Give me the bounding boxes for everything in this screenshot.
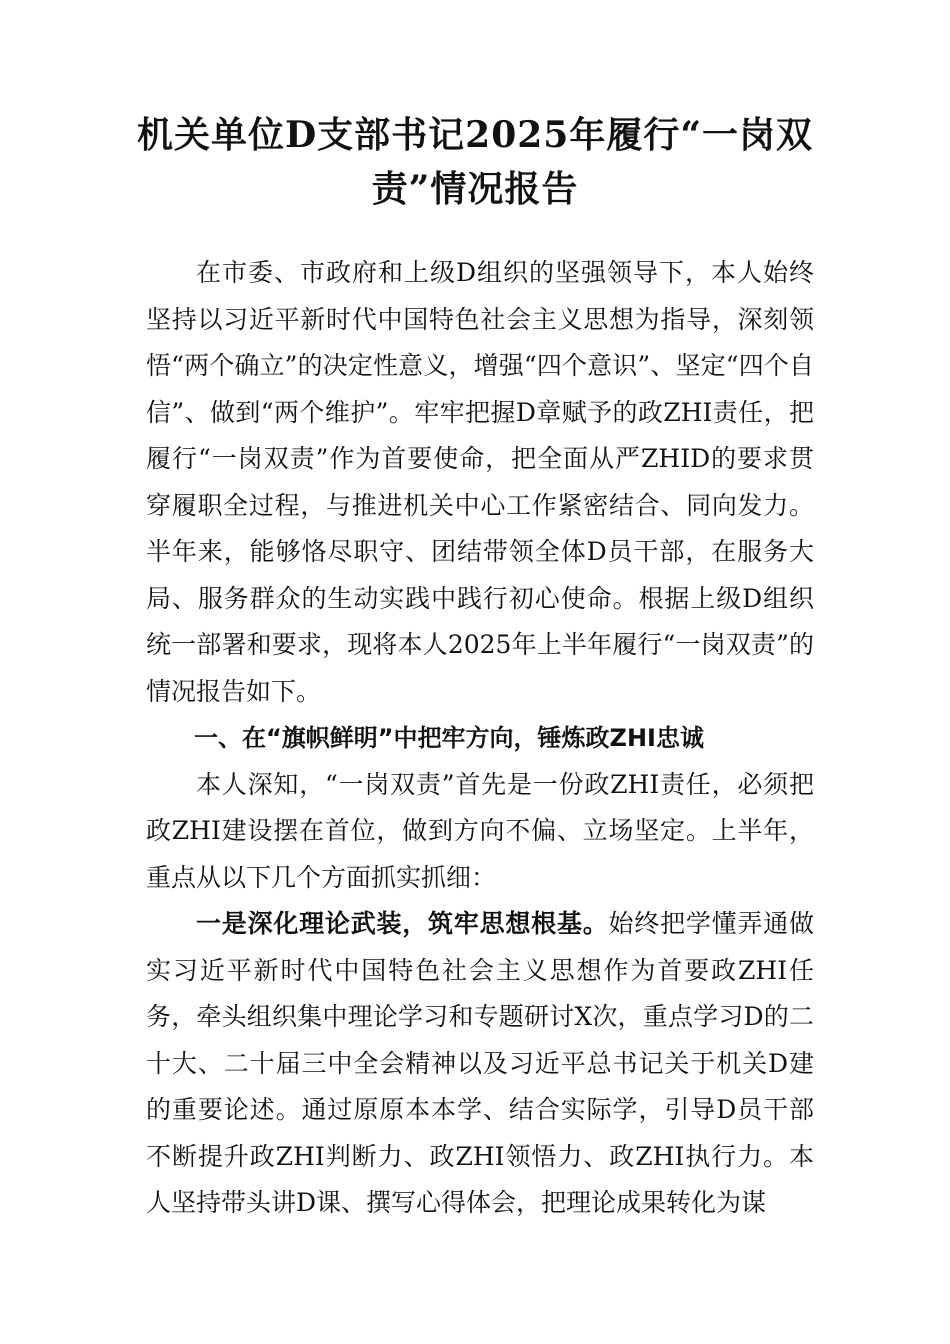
document-title: 机关单位D支部书记2025年履行“一岗双责”情况报告 [136, 114, 814, 210]
section-paragraph: 本人深知，“一岗双责”首先是一份政ZHI责任，必须把政ZHI建设摆在首位，做到方向不偏、立场坚定。上半年，重点从以下几个方面抓实抓细： [146, 769, 814, 892]
point-paragraph [146, 901, 814, 1227]
document-body [146, 250, 814, 1227]
point-text: 始终把学懂弄通做实习近平新时代中国特色社会主义思想作为首要政ZHI任务，牵头组织集中理论学习和专题研讨X次，重点学习D的二十大、二十届三中全会精神以及习近平总书记关于机关D建的重要论述。通过原原本本学、结合实际学，引导D员干部不断提升政ZHI判断力、政ZHI领悟力、政ZHI执行力。本人坚持带头讲D课、撰写心得体会，把理论成果转化为谋 [146, 909, 814, 1217]
section-heading: 一、在“旗帜鲜明”中把牢方向，锤炼政ZHI忠诚 [194, 724, 704, 752]
intro-paragraph: 在市委、市政府和上级D组织的坚强领导下，本人始终坚持以习近平新时代中国特色社会主义思想为指导，深刻领悟“两个确立”的决定性意义，增强“四个意识”、坚定“四个自信”、做到“两个维护”。牢牢把握D章赋予的政ZHI责任，把履行“一岗双责”作为首要使命，把全面从严ZHID的要求贯穿履职全过程，与推进机关中心工作紧密结合、同向发力。半年来，能够恪尽职守、团结带领全体D员干部，在服务大局、服务群众的生动实践中践行初心使命。根据上级D组织统一部署和要求，现将本人2025年上半年履行“一岗双责”的情况报告如下。 [146, 258, 814, 706]
point-lead: 一是深化理论武装，筑牢思想根基。 [196, 909, 609, 938]
